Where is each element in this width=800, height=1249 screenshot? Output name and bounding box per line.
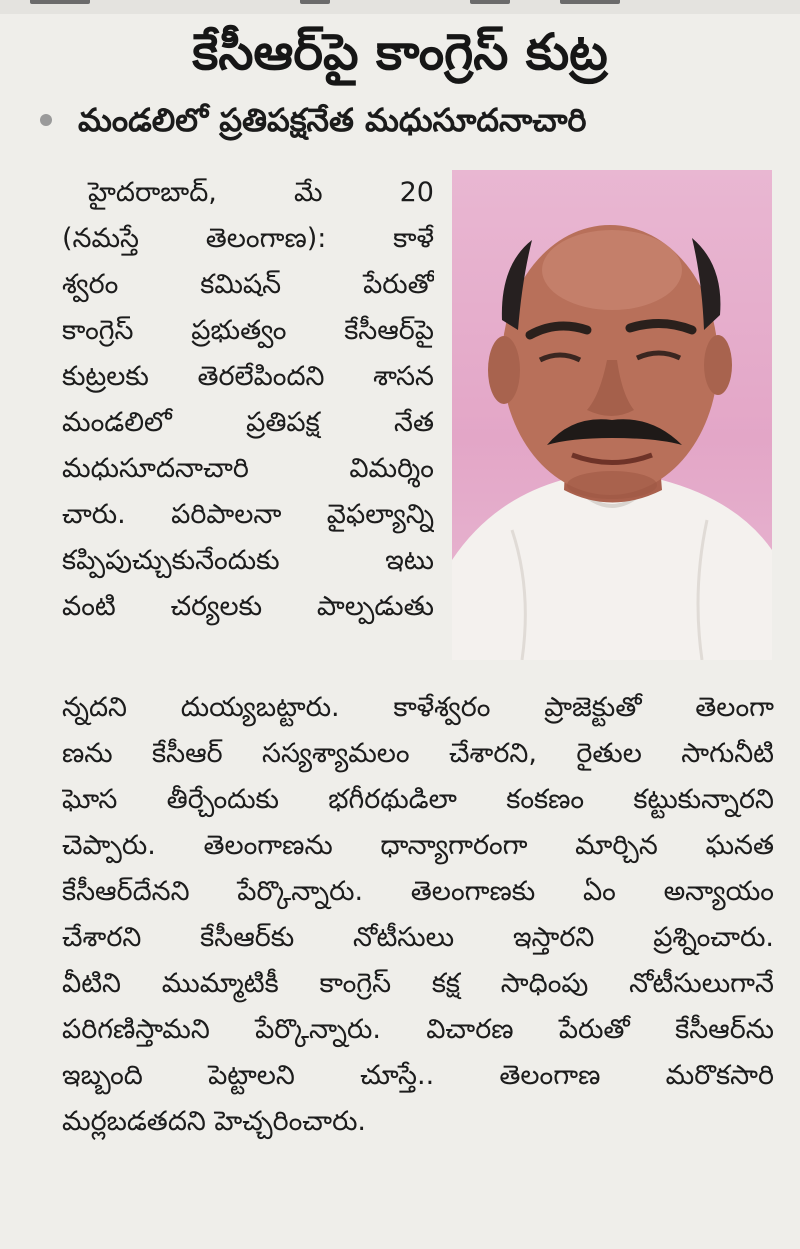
subheadline-row	[40, 95, 780, 145]
article-line: కేసీఆర్‌దేనని పేర్కొన్నారు. తెలంగాణకు ఏం అన్యాయం	[62, 876, 774, 907]
cropped-text-fragment	[470, 0, 510, 4]
article-line: (నమస్తే తెలంగాణ): కాళే	[62, 223, 434, 254]
cropped-text-fragment	[30, 0, 90, 4]
article-column-wide	[62, 685, 774, 1145]
bullet-icon	[40, 114, 52, 126]
article-line: వంటి చర్యలకు పాల్పడుతు	[62, 591, 434, 622]
article-line: కాంగ్రెస్‌ ప్రభుత్వం కేసీఆర్‌పై	[62, 315, 434, 346]
portrait-illustration	[452, 170, 772, 660]
article-line: ణను కేసీఆర్‌ సస్యశ్యామలం చేశారని, రైతుల సాగునీటి	[62, 738, 774, 769]
cropped-text-fragment	[560, 0, 620, 4]
article-column-narrow	[62, 170, 434, 630]
article-line: చారు. పరిపాలనా వైఫల్యాన్ని	[62, 499, 434, 530]
article-line: న్నదని దుయ్యబట్టారు. కాళేశ్వరం ప్రాజెక్టుతో తెలంగా	[62, 692, 774, 723]
article-line: కప్పిపుచ్చుకునేందుకు ఇటు	[62, 545, 434, 576]
article-line: మధుసూదనాచారి విమర్శిం	[62, 453, 434, 484]
article-line: మండలిలో ప్రతిపక్ష నేత	[62, 407, 434, 438]
headline: కేసీఆర్‌పై కాంగ్రెస్‌ కుట్ర	[192, 23, 608, 81]
article-line: ఘోస తీర్చేందుకు భగీరథుడిలా కంకణం కట్టుకున్నారని	[62, 784, 774, 815]
cropped-text-fragment	[300, 0, 330, 4]
article-line: ఇబ్బంది పెట్టాలని చూస్తే.. తెలంగాణ మరొకసారి	[62, 1060, 774, 1091]
article-line: వీటిని ముమ్మాటికీ కాంగ్రెస్‌ కక్ష సాధింపు నోటీసులుగానే	[62, 968, 774, 999]
portrait-photo	[452, 170, 772, 660]
subheadline: మండలిలో ప్రతిపక్షనేత మధుసూదనాచారి	[78, 101, 587, 139]
article-line: కుట్రలకు తెరలేపిందని శాసన	[62, 361, 434, 392]
article-line: చేశారని కేసీఆర్‌కు నోటీసులు ఇస్తారని ప్రశ్నించారు.	[62, 922, 774, 953]
article-line: శ్వరం కమిషన్‌ పేరుతో	[62, 269, 434, 300]
article-line: చెప్పారు. తెలంగాణను ధాన్యాగారంగా మార్చిన ఘనత	[62, 830, 774, 861]
article-line: హైదరాబాద్‌, మే 20	[88, 177, 434, 208]
article-line: పరిగణిస్తామని పేర్కొన్నారు. విచారణ పేరుతో కేసీఆర్‌ను	[62, 1014, 774, 1045]
article-line: మర్లబడతదని హెచ్చరించారు.	[62, 1106, 367, 1137]
